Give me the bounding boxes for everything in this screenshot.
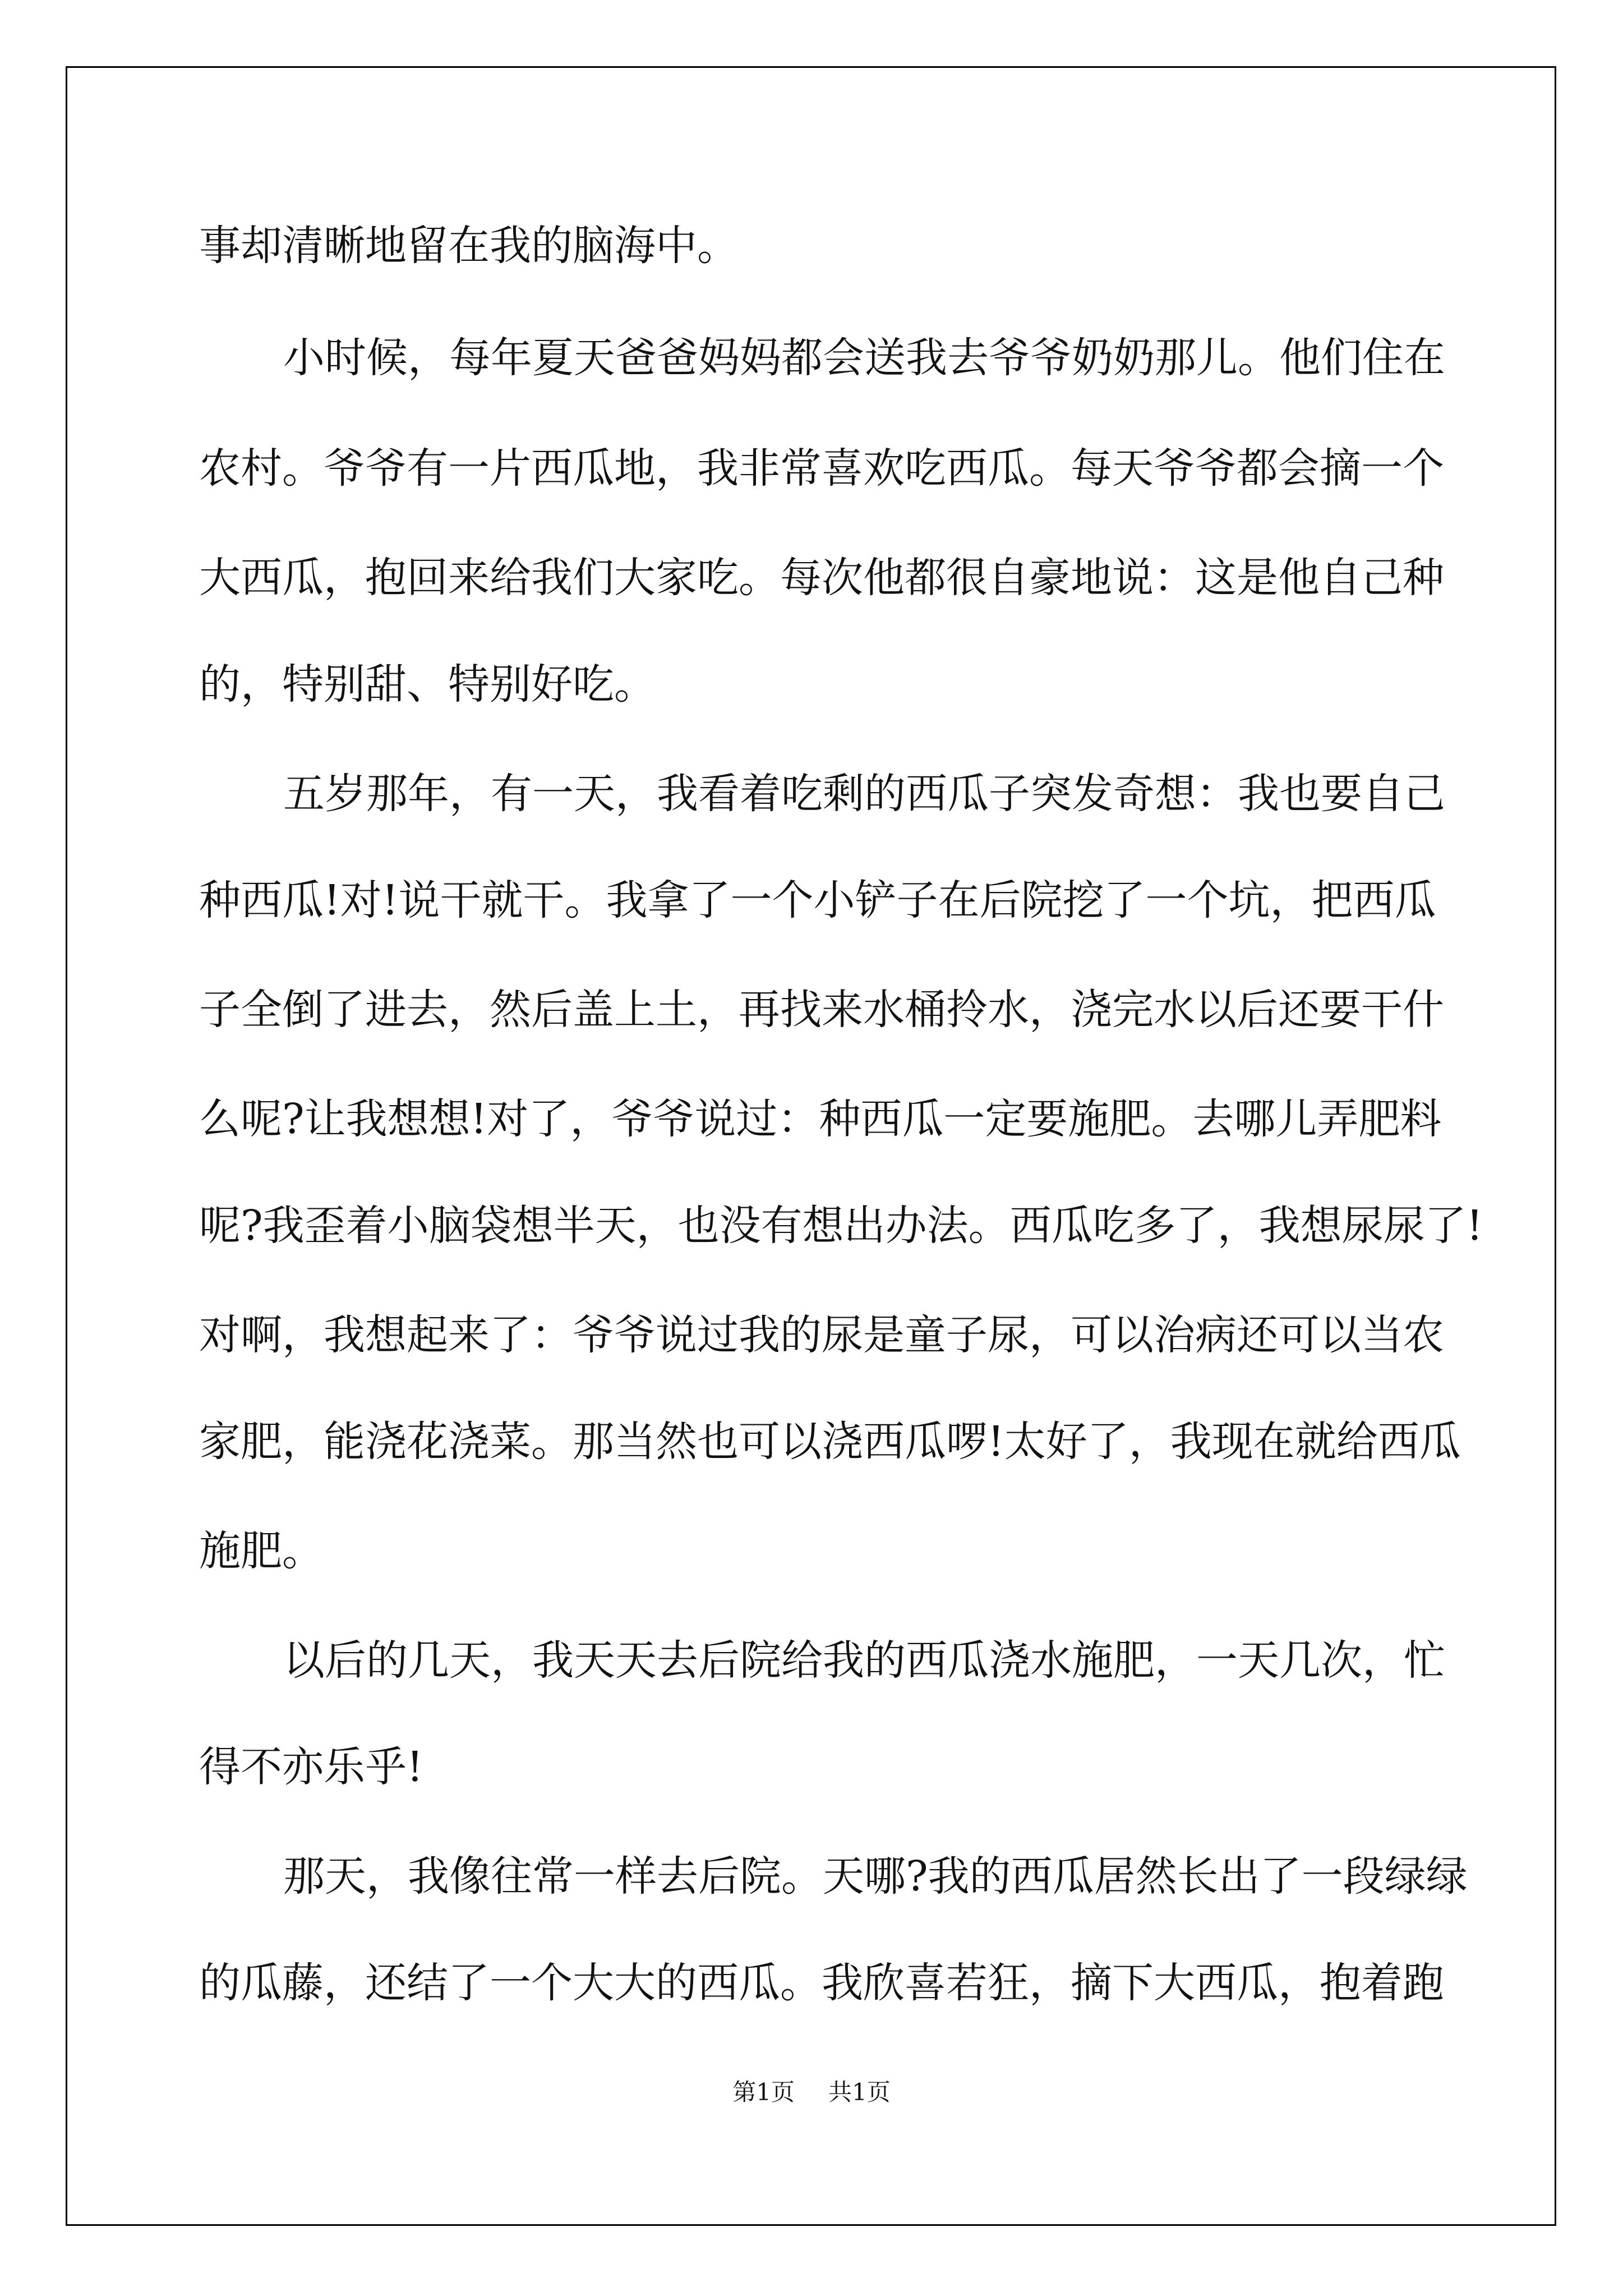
text-line: 呢?我歪着小脑袋想半天，也没有想出办法。西瓜吃多了，我想尿尿了! — [199, 1202, 1483, 1250]
text-line: 的，特别甜、特别好吃。 — [199, 660, 656, 708]
text-line: 对啊，我想起来了：爷爷说过我的尿是童子尿，可以治病还可以当农 — [199, 1311, 1444, 1359]
text-line: 事却清晰地留在我的脑海中。 — [199, 222, 739, 270]
text-line: 五岁那年，有一天，我看着吃剩的西瓜子突发奇想：我也要自己 — [283, 770, 1445, 818]
page-number: 第1页 — [732, 2078, 795, 2106]
text-line: 农村。爷爷有一片西瓜地，我非常喜欢吃西瓜。每天爷爷都会摘一个 — [199, 444, 1444, 493]
text-line: 家肥，能浇花浇菜。那当然也可以浇西瓜啰!太好了，我现在就给西瓜 — [199, 1418, 1461, 1466]
text-line: 那天，我像往常一样去后院。天哪?我的西瓜居然长出了一段绿绿 — [283, 1852, 1468, 1901]
text-line: 施肥。 — [199, 1527, 324, 1575]
text-line: 以后的几天，我天天去后院给我的西瓜浇水施肥，一天几次，忙 — [283, 1636, 1445, 1685]
text-line: 小时候，每年夏天爸爸妈妈都会送我去爷爷奶奶那儿。他们住在 — [283, 334, 1445, 382]
text-line: 得不亦乐乎! — [199, 1743, 423, 1791]
text-line: 子全倒了进去，然后盖上土，再找来水桶拎水，浇完水以后还要干什 — [199, 986, 1444, 1034]
text-line: 种西瓜!对!说干就干。我拿了一个小铲子在后院挖了一个坑，把西瓜 — [199, 876, 1436, 924]
text-line: 的瓜藤，还结了一个大大的西瓜。我欣喜若狂，摘下大西瓜，抱着跑 — [199, 1959, 1444, 2007]
page-total: 共1页 — [828, 2078, 891, 2106]
page-footer — [0, 2076, 1623, 2109]
text-line: 么呢?让我想想!对了，爷爷说过：种西瓜一定要施肥。去哪儿弄肥料 — [199, 1095, 1442, 1143]
text-line: 大西瓜，抱回来给我们大家吃。每次他都很自豪地说：这是他自己种 — [199, 554, 1444, 602]
